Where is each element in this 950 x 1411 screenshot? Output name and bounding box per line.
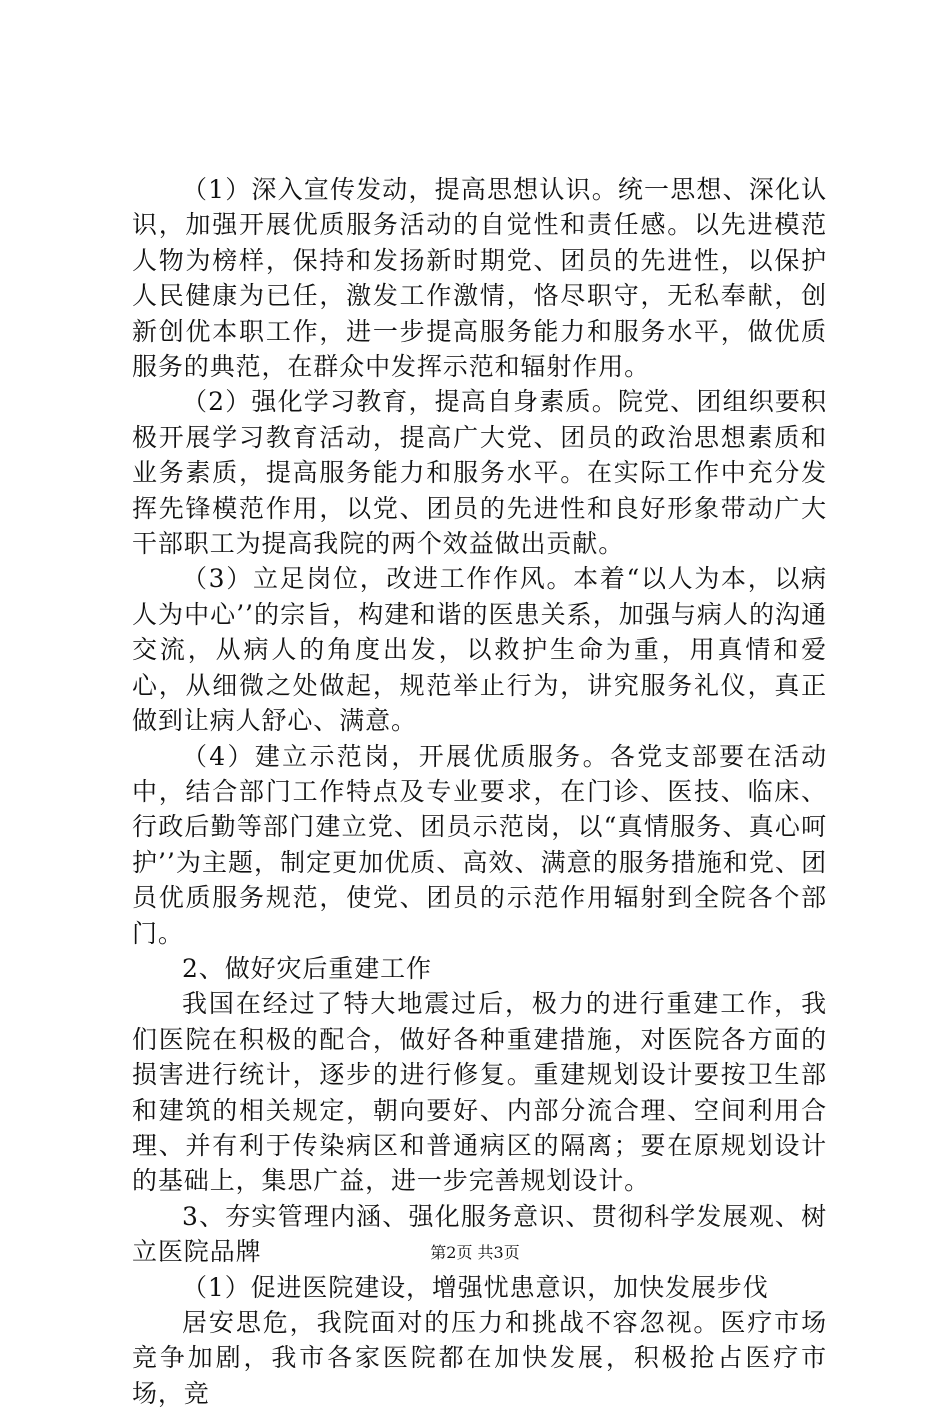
paragraph-work-style: （3）立足岗位，改进工作作风。本着“以人为本，以病人为中心’’的宗旨，构建和谐的医患关系，加强与病人的沟通交流，从病人的角度出发，以救护生命为重，用真情和爱心，从细微之处做起，规范举止行为，讲究服务礼仪，真正做到让病人舒心、满意。: [132, 564, 827, 736]
paragraph-publicity: （1）深入宣传发动，提高思想认识。统一思想、深化认识，加强开展优质服务活动的自觉性和责任感。以先进模范人物为榜样，保持和发扬新时期党、团员的先进性，以保护人民健康为已任，激发工作激情，恪尽职守，无私奉献，创新创优本职工作，进一步提高服务能力和服务水平，做优质服务的典范，在群众中发挥示范和辐射作用。: [132, 175, 827, 382]
paragraph-model-post: （4）建立示范岗，开展优质服务。各党支部要在活动中，结合部门工作特点及专业要求，在门诊、医技、临床、行政后勤等部门建立党、团员示范岗，以“真情服务、真心呵护’’为主题，制定更加优质、高效、满意的服务措施和党、团员优质服务规范，使党、团员的示范作用辐射到全院各个部门。: [132, 741, 827, 948]
page-number-footer: 第2页 共3页: [430, 1243, 520, 1262]
section-heading-reconstruction: 2、做好灾后重建工作: [182, 953, 432, 983]
paragraph-market-competition: 居安思危，我院面对的压力和挑战不容忽视。医疗市场竞争加剧，我市各家医院都在加快发展，积极抢占医疗市场，竞: [132, 1308, 827, 1408]
paragraph-study-education: （2）强化学习教育，提高自身素质。院党、团组织要积极开展学习教育活动，提高广大党、团员的政治思想素质和业务素质，提高服务能力和服务水平。在实际工作中充分发挥先锋模范作用，以党、团员的先进性和良好形象带动广大干部职工为提高我院的两个效益做出贡献。: [132, 387, 827, 559]
document-body: [132, 172, 827, 1411]
section-heading-management: 3、夯实管理内涵、强化服务意识、贯彻科学发展观、树立医院品牌: [132, 1201, 827, 1267]
subheading-hospital-construction: （1）促进医院建设，增强忧患意识，加快发展步伐: [182, 1272, 769, 1302]
paragraph-reconstruction: 我国在经过了特大地震过后，极力的进行重建工作，我们医院在积极的配合，做好各种重建措施，对医院各方面的损害进行统计，逐步的进行修复。重建规划设计要按卫生部和建筑的相关规定，朝向要好、内部分流合理、空间利用合理、并有利于传染病区和普通病区的隔离；要在原规划设计的基础上，集思广益，进一步完善规划设计。: [132, 989, 827, 1196]
